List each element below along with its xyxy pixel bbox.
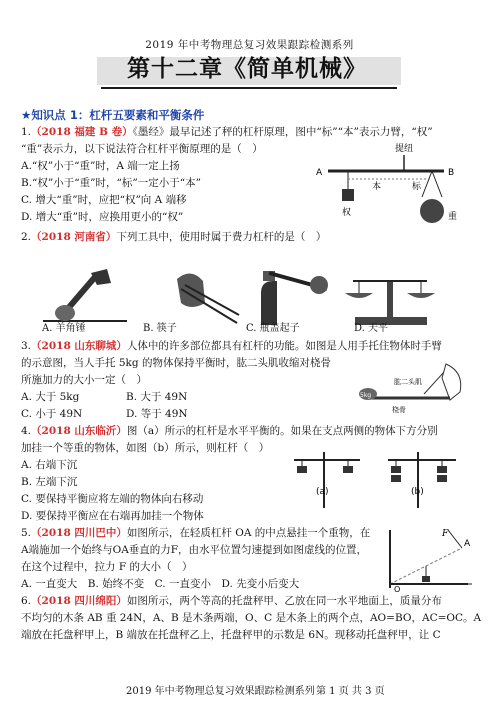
q2-source: （2018 河南省） xyxy=(31,231,117,243)
q1-option-c: C. 增大“重”时，应把“权”向 A 端移 xyxy=(21,194,187,206)
fig-label-b: (b) xyxy=(411,487,424,497)
q4-option-b: B. 左端下沉 xyxy=(21,476,78,488)
q2-text: 下列工具中，使用时属于费力杠杆的是（ ） xyxy=(116,231,327,243)
q2-caption-c: C. 瓶盖起子 xyxy=(246,323,300,334)
balance-scale-image xyxy=(335,254,445,334)
q3-text-2: 的示意图，当人手托 5kg 的物体保持平衡时，肱二头肌收缩对桡骨 xyxy=(21,357,331,369)
fig-label-biao: 标 xyxy=(412,182,422,192)
knowledge-point-heading xyxy=(21,107,204,123)
q2-caption-a: A. 羊角锤 xyxy=(42,323,86,334)
star-icon: ★ xyxy=(21,108,32,122)
fig-label-quan: 权 xyxy=(342,208,352,218)
q6-source: （2018 四川绵阳） xyxy=(31,595,127,607)
footer-page-number: 第 1 页 共 3 页 xyxy=(316,686,385,697)
q3-option-b: B. 大于 49N xyxy=(126,391,188,403)
q6-text-3: 端放在托盘秤甲上，B 端放在托盘秤乙上，托盘秤甲的示数是 6N。现移动托盘秤甲，让 C xyxy=(21,629,441,641)
q2-caption-d: D. 天平 xyxy=(354,323,389,334)
q4-text-2: 加挂一个等重的物体，如图（b）所示，则杠杆（ ） xyxy=(21,442,270,454)
q4-source: （2018 山东临沂） xyxy=(31,425,127,437)
title-underline xyxy=(101,87,397,89)
q1-source: （2018 福建 B 卷） xyxy=(31,126,133,138)
q1-text-1: 《墨经》最早记述了秤的杠杆原理，图中“标”“本”表示力臂，“权” xyxy=(132,126,433,138)
fig-label-o: O xyxy=(394,585,401,592)
q1-text-2: “重”表示力，以下说法符合杠杆平衡原理的是（ ） xyxy=(21,143,263,155)
q2-line xyxy=(21,229,326,245)
fig-label-a: (a) xyxy=(316,487,329,497)
q1-line-1 xyxy=(21,124,433,140)
fig-label-zhong: 重 xyxy=(448,212,458,222)
q5-text-1: 如图所示，在轻质杠杆 OA 的中点悬挂一个重物，在 xyxy=(126,527,371,539)
q4-number: 4. xyxy=(21,425,32,437)
q1-option-d: D. 增大“重”时，应换用更小的“权” xyxy=(21,211,184,223)
q4-option-d: D. 要保持平衡应在右端再加挂一个物体 xyxy=(21,510,204,522)
knowledge-point-label: 知识点 1：杠杆五要素和平衡条件 xyxy=(31,108,205,122)
q1-number: 1. xyxy=(21,126,32,138)
q3-option-d: D. 等于 49N xyxy=(126,408,188,420)
q1-option-b: B.“权”小于“重”时，“标”一定小于“本” xyxy=(21,177,201,189)
chapter-title: 第十二章《简单机械》 xyxy=(127,56,367,82)
q5-text-3: 在这个过程中，拉力 F 的大小（ ） xyxy=(21,561,193,573)
footer-series: 2019 年中考物理总复习效果跟踪检测系列 xyxy=(126,686,315,697)
arm-figure xyxy=(354,358,474,416)
q3-text-1: 人体中的许多部位都具有杠杆的功能。如图是人用手托住物体时手臂 xyxy=(126,340,442,352)
q2-caption-b: B. 筷子 xyxy=(143,323,177,334)
q3-line-1 xyxy=(21,338,442,354)
q5-options: A. 一直变大 B. 始终不变 C. 一直变小 D. 先变小后变大 xyxy=(21,578,300,590)
q3-option-a: A. 大于 5kg xyxy=(21,391,80,403)
q5-text-2: A端施加一个始终与OA垂直的力F，由水平位置匀速提到如图虚线的位置， xyxy=(21,544,368,556)
q5-line-1 xyxy=(21,525,370,541)
svg-text:5kg: 5kg xyxy=(360,392,372,399)
q6-text-1: 如图所示，两个等高的托盘秤甲、乙放在同一水平地面上，质量分布 xyxy=(126,595,442,607)
fig-label-f: F xyxy=(442,529,449,539)
q4-option-a: A. 右端下沉 xyxy=(21,459,78,471)
chapter-title-block xyxy=(95,54,403,88)
lever-balance-figure xyxy=(290,446,480,512)
series-header: 2019 年中考物理总复习效果跟踪检测系列 xyxy=(145,39,354,51)
fig-label-a: A xyxy=(464,539,471,549)
fig-label-handle: 提纽 xyxy=(395,144,414,154)
fig-label-ben: 本 xyxy=(372,182,382,192)
q3-number: 3. xyxy=(21,340,32,352)
steelyard-figure xyxy=(312,141,460,229)
q1-option-a: A.“权”小于“重”时，A 端一定上扬 xyxy=(21,160,180,172)
q5-source: （2018 四川巴中） xyxy=(31,527,127,539)
lever-oa-figure xyxy=(384,526,476,592)
fig-label-b: B xyxy=(448,168,455,178)
fig-label-a: A xyxy=(316,168,323,178)
q3-option-c: C. 小于 49N xyxy=(21,408,83,420)
q2-number: 2. xyxy=(21,231,32,243)
q6-number: 6. xyxy=(21,595,32,607)
q3-source: （2018 山东聊城） xyxy=(31,340,127,352)
q4-option-c: C. 要保持平衡应将左端的物体向右移动 xyxy=(21,493,204,505)
fig-label-muscle: 肱二头肌 xyxy=(394,378,422,386)
q4-line-1 xyxy=(21,423,438,439)
q5-number: 5. xyxy=(21,527,32,539)
q3-text-3: 所施加力的大小一定（ ） xyxy=(21,374,147,386)
q6-text-2: 不均匀的木条 AB 重 24N，A、B 是木条两端，O、C 是木条上的两个点，AO=BO，AC=OC。A xyxy=(21,612,482,624)
q4-text-1: 图（a）所示的杠杆是水平平衡的。如果在支点两侧的物体下方分别 xyxy=(126,425,438,437)
q6-line-1 xyxy=(21,593,442,609)
fig-label-bone: 桡骨 xyxy=(392,406,406,414)
